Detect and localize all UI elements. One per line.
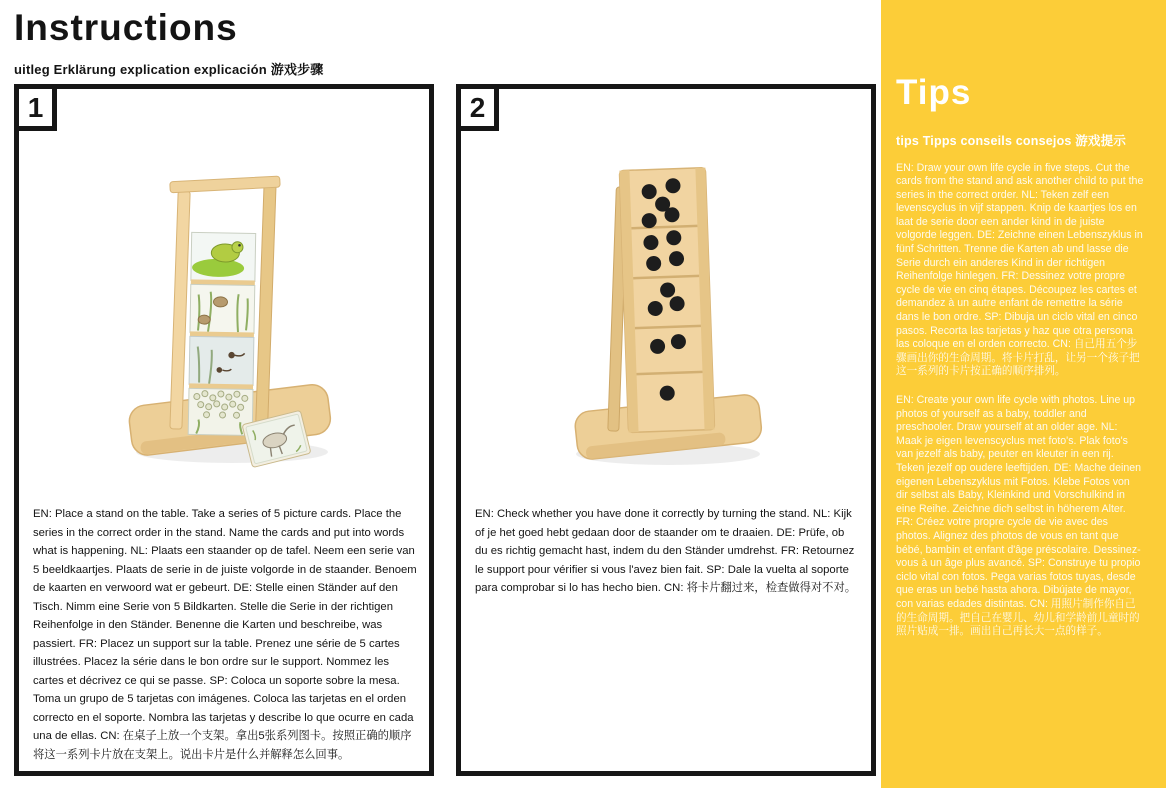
panel-number-badge (456, 84, 499, 131)
instruction-panel-2 (456, 84, 876, 776)
panel-number: 2 (469, 91, 486, 123)
page-title: Instructions (14, 7, 238, 48)
tips-paragraph-1: EN: Draw your own life cycle in five steps. Cut the cards from the stand and ask another child to put the series in the correct order. NL: Teken zelf een levenscyclus in vijf stappen. Knip de kaartjes los en laat de serie door een ander kind in de juiste volgorde leggen. DE: Zeichne einen Lebenszyklus in fünf Schritten. Trenne die Karten ab und lasse die Serie durch ein anderes Kind in der richtigen Reihenfolge hinlegen. FR: Dessinez votre propre cycle de vie en cinq étapes. Découpez les cartes et demandez à un autre enfant de remettre la série dans le bon ordre. SP: Dibuja un ciclo vital en cinco pasos. Recorta las tarjetas y haz que otra persona las coloque en el orden correcto. CN: 自己用五个步骤画出你的生命周期。将卡片打乱，让另一个孩子把这一系列的卡片按正确的顺序排列。 (896, 161, 1144, 378)
panel-instructions-text: EN: Check whether you have done it correctly by turning the stand. NL: Kijk of je het goed hebt gedaan door de staander om te draaien. DE: Prüfe, ob du es richtig gemacht hast, indem du den Ständer umdrehst. FR: Retournez le support pour vérifier si vous l'avez bien fait. SP: Dale la vuelta al soporte para comprobar si lo has hecho bien. CN: 将卡片翻过来，检查做得对不对。 (475, 508, 857, 594)
stand-with-picture-cards-photo (114, 141, 334, 471)
page-subtitle: uitleg Erklärung explication explicación 游戏步骤 (14, 61, 324, 77)
panel-number-badge (14, 84, 57, 131)
page-header (14, 8, 324, 78)
panel-number: 1 (27, 91, 44, 123)
tips-subtitle: tips Tipps conseils consejos 游戏提示 (896, 133, 1127, 148)
instruction-panel-1 (14, 84, 434, 776)
tips-title: Tips (896, 73, 972, 112)
tips-sidebar (881, 0, 1166, 788)
tips-paragraph-2: EN: Create your own life cycle with photos. Line up photos of yourself as a baby, toddler and preschooler. Draw yourself at an older age. NL: Maak je eigen levenscyclus met foto's. Plak foto's van jezelf als baby, peuter en kleuter in een rij. Teken jezelf op oudere leeftijden. DE: Mache deinen eigenen Lebenszyklus mit Fotos. Klebe Fotos von dir selbst als Baby, Kleinkind und Vorschulkind in eine Reihe. Zeichne dich selbst in höherem Alter. FR: Créez votre propre cycle de vie avec des photos. Alignez des photos de vous en tant que bébé, bambin et enfant d'âge préscolaire. Dessinez-vous à un âge plus avancé. SP: Construye tu propio ciclo vital con fotos. Pega varias fotos tuyas, desde que eras un bebé hasta ahora. Dibújate de mayor, con varias edades distintas. CN: 用照片制作你自己的生命周期。把自己在婴儿、幼儿和学龄前儿童时的照片贴成一排。画出自己再长大一点的样子。 (896, 394, 1141, 638)
panel-instructions-text: EN: Place a stand on the table. Take a series of 5 picture cards. Place the series in the correct order in the stand. Name the cards and put into words what is happening. NL: Plaats een staander op de tafel. Neem een serie van 5 beeldkaartjes. Plaats de serie in de juiste volgorde in de staander. Benoem de kaarten en verwoord wat er gebeurt. DE: Stelle einen Ständer auf den Tisch. Nimm eine Serie von 5 Bildkarten. Stelle die Serie in der richtigen Reihenfolge in den Ständer. Benenne die Karten und beschreibe, was passiert. FR: Placez un support sur la table. Prenez une série de 5 cartes illustrées. Placez la série dans le bon ordre sur le support. Nommez les cartes et décrivez ce qui se passe. SP: Coloca un soporte sobre la mesa. Toma un grupo de 5 tarjetas con imágenes. Coloca las tarjetas en el orden correcto en el soporte. Nombra las tarjetas y describe lo que ocurre en cada una de ellas. CN: 在桌子上放一个支架。拿出5张系列图卡。按照正确的顺序将这一系列卡片放在支架上。说出卡片是什么并解释怎么回事。 (33, 508, 417, 761)
stand-back-with-dots-photo (556, 141, 776, 471)
